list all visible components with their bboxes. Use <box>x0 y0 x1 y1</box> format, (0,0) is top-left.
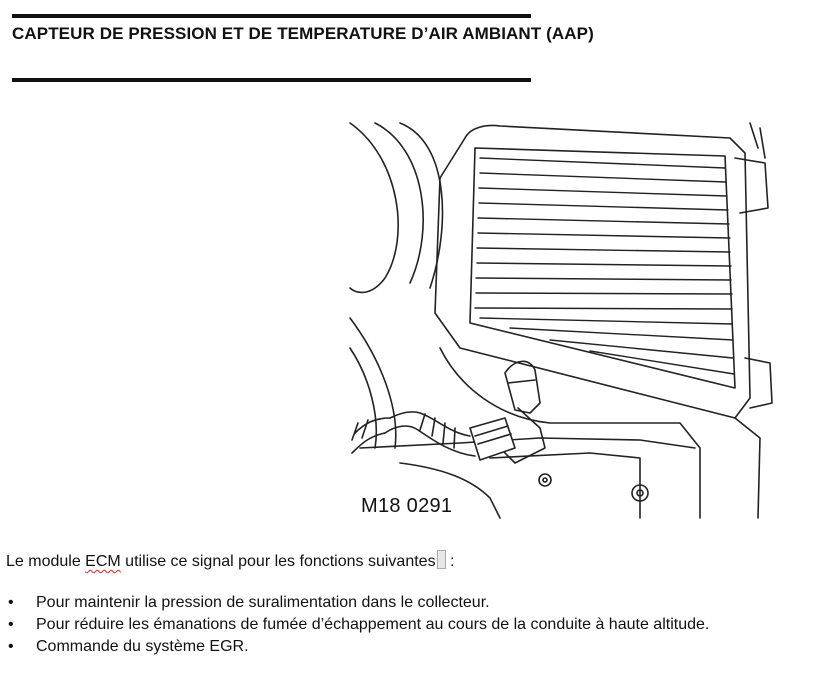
text-cursor-marker <box>437 550 446 569</box>
intro-tail: : <box>445 553 455 570</box>
top-rule <box>12 14 531 18</box>
intro-after: utilise ce signal pour les fonctions suivantes <box>120 553 436 570</box>
sensor-illustration <box>340 118 780 523</box>
list-item-text: Pour maintenir la pression de suralimentation dans le collecteur. <box>36 594 490 611</box>
bullet-marker: • <box>8 594 14 611</box>
page-title: CAPTEUR DE PRESSION ET DE TEMPERATURE D’AIR AMBIANT (AAP) <box>12 24 594 43</box>
intro-before: Le module <box>6 553 86 570</box>
ecm-term: ECM <box>85 553 121 570</box>
bullet-marker: • <box>8 638 14 655</box>
bottom-rule <box>12 78 531 82</box>
intro-paragraph <box>6 550 454 571</box>
function-list <box>0 594 709 660</box>
figure-code: M18 0291 <box>361 495 453 517</box>
bullet-marker: • <box>8 616 14 633</box>
list-item <box>0 638 709 660</box>
list-item-text: Commande du système EGR. <box>36 638 249 655</box>
list-item-text: Pour réduire les émanations de fumée d’échappement au cours de la conduite à haute altitude. <box>36 616 710 633</box>
list-item <box>0 616 709 638</box>
list-item <box>0 594 709 616</box>
